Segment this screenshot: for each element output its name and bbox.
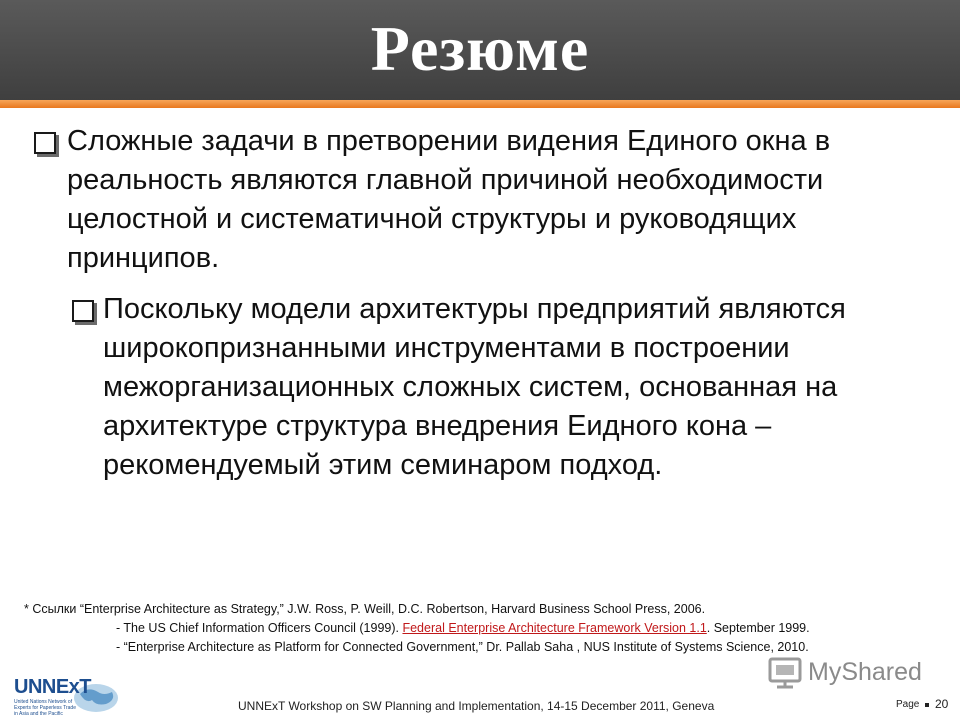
slide-title: Резюме [370, 13, 590, 84]
reference-line-1: * Ссылки “Enterprise Architecture as Strategy,” J.W. Ross, P. Weill, D.C. Robertson, Harvard Business School Press, 2006. [24, 602, 706, 616]
reference-line-2-prefix: - The US Chief Information Officers Council (1999). [116, 621, 403, 635]
watermark-label: MyShared [808, 658, 922, 686]
myshared-watermark [766, 656, 936, 690]
checkbox-bullet-icon [72, 300, 94, 322]
page-number: 20 [935, 697, 949, 711]
presentation-screen-icon [766, 656, 806, 690]
bullet-item-2 [66, 290, 926, 485]
logo-wordmark: UNNExT [14, 676, 92, 698]
bullet-text-2: Поскольку модели архитектуры предприятий являются широкопризнанными инструментами в построении межорганизационных сложных систем, основанная на архитектуре структура внедрения Еидного кона – рекомендуемый этим семинаром подход. [103, 293, 846, 481]
page-separator-icon [925, 703, 929, 707]
logo-tagline: United Nations Network of Experts for Paperless Trade in Asia and the Pacific [14, 699, 76, 717]
reference-line-3: - “Enterprise Architecture as Platform for Connected Government,” Dr. Pallab Saha , NUS Institute of Systems Science, 2010. [116, 640, 809, 654]
reference-line-2-suffix: . September 1999. [706, 621, 810, 635]
unnext-logo [14, 676, 124, 716]
page-label: Page [896, 699, 920, 710]
footer-event-text: UNNExT Workshop on SW Planning and Implementation, 14-15 December 2011, Geneva [238, 699, 715, 713]
accent-bar [0, 100, 960, 108]
bullet-text-1: Сложные задачи в претворении видения Единого окна в реальность являются главной причиной необходимости целостной и систематичной структуры и руководящих принципов. [67, 125, 831, 274]
reference-line-2 [116, 619, 944, 638]
checkbox-bullet-icon [34, 132, 56, 154]
fea-framework-link[interactable]: Federal Enterprise Architecture Framework Version 1.1 [402, 621, 707, 635]
bullet-item-1 [30, 122, 930, 278]
references [24, 600, 944, 657]
